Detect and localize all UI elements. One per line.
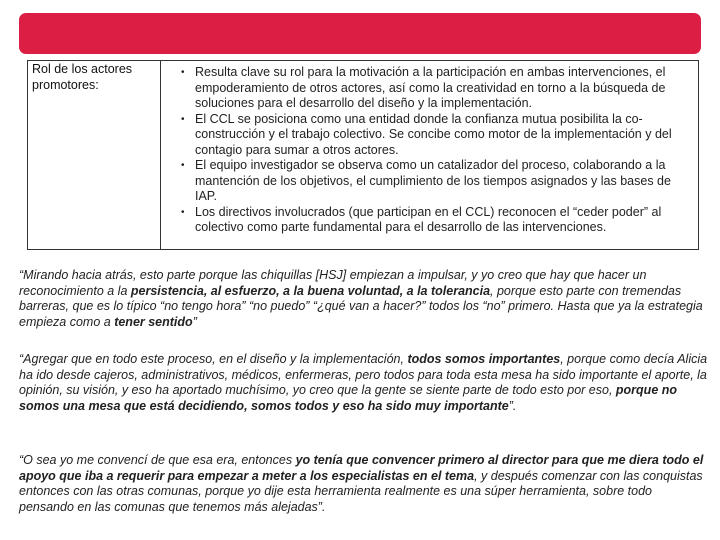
list-item-text: El CCL se posiciona como una entidad donde la confianza mutua posibilita la co-construcción y el trabajo colectivo. Se concibe como motor de la implementación y del contagio para sumar a otros actores.	[195, 111, 672, 157]
quote-emphasis: tener sentido	[114, 314, 193, 329]
list-item-text: Los directivos involucrados (que participan en el CCL) reconocen el “ceder poder” al colectivo como parte fundamental para el desarrollo de las intervenciones.	[195, 204, 662, 234]
quote-3	[19, 453, 709, 515]
quote-text: “Agregar que en todo este proceso, en el diseño y la implementación,	[19, 352, 408, 366]
list-item	[181, 205, 692, 236]
title-banner	[19, 13, 701, 54]
quote-emphasis: yo tenía que convencer primero al director para que me diera todo el apoyo que iba a requerir para empezar a meter a los especialistas en el tema	[19, 453, 704, 483]
bullet-icon: •	[181, 160, 185, 171]
quote-emphasis: porque no somos una mesa que está decidiendo, somos todos y eso ha sido muy importante	[19, 383, 678, 413]
role-list	[161, 61, 698, 249]
bullet-icon: •	[181, 113, 185, 125]
bullet-icon: •	[181, 206, 185, 218]
quote-text: , porque como decía Alicia ha ido desde cajeros, administrativos, médicos, enfermeras, pero todos para toda esta mesa ha sido importante el aporte, la opinión, su visión, y eso ha aportado muchísimo, yo creo que la gente se siente parte de todo esto por eso,	[19, 352, 708, 397]
list-item-text: Resulta clave su rol para la motivación a la participación en ambas intervenciones, el empoderamiento de otros actores, así como la creatividad en torno a la búsqueda de soluciones para el desarrollo del diseño y la implementación.	[195, 65, 666, 110]
list-item	[181, 65, 692, 112]
list-item-text: El equipo investigador se observa como un catalizador del proceso, colaborando a la mantención de los objetivos, el cumplimiento de los tiempos asignados y las bases de IAP.	[195, 158, 671, 203]
quote-1	[19, 268, 709, 330]
role-table	[27, 60, 699, 250]
quote-text: “Mirando hacia atrás, esto parte porque las chiquillas [HSJ] empiezan a impulsar, y yo creo que hay que hacer un reconocimiento a la	[19, 268, 647, 298]
quote-2	[19, 352, 709, 414]
quote-emphasis: persistencia, al esfuerzo, a la buena voluntad, a la tolerancia	[130, 283, 491, 298]
list-item	[181, 112, 692, 159]
list-item	[181, 158, 692, 205]
quote-text: , y después comenzar con las conquistas entonces con las otras comunas, porque yo dije esta herramienta realmente es una súper herramienta, sobre todo pensando en las comunas que tenemos más alejadas”.	[19, 468, 703, 514]
quote-text: ”.	[508, 398, 517, 413]
quote-text: , porque esto parte con tremendas barreras, que es lo típico “no tengo hora” “no puedo” “¿qué van a hacer?” todos los “no” primero. Hasta que ya la estrategia empieza como a	[19, 283, 703, 329]
quote-text: “O sea yo me convencí de que esa era, entonces	[19, 453, 296, 467]
quote-text: ”	[192, 314, 197, 329]
bullet-icon: •	[181, 67, 185, 78]
quote-emphasis: todos somos importantes	[407, 352, 561, 366]
role-label: Rol de los actores promotores:	[28, 61, 161, 249]
